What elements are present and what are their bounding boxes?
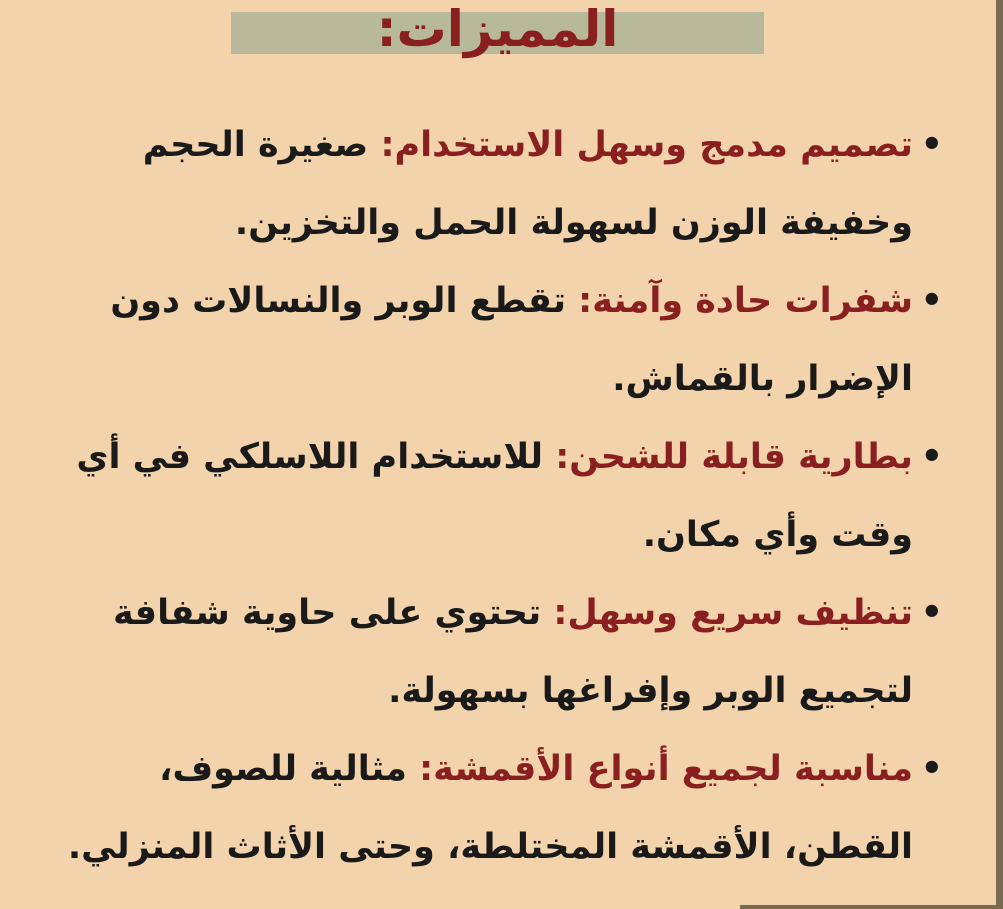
features-list: [43, 106, 943, 886]
feature-item: [43, 730, 943, 886]
feature-item: [43, 574, 943, 730]
feature-item: [43, 106, 943, 262]
bullet-icon: •: [920, 125, 943, 165]
bullet-icon: •: [920, 281, 943, 321]
feature-item: [43, 418, 943, 574]
feature-heading: مناسبة لجميع أنواع الأقمشة:: [419, 749, 913, 789]
feature-description: للاستخدام اللاسلكي في أي وقت وأي مكان.: [76, 437, 913, 555]
bullet-icon: •: [920, 437, 943, 477]
feature-heading: تنظيف سريع وسهل:: [553, 593, 913, 633]
bottom-border: [740, 905, 1003, 909]
bullet-icon: •: [920, 593, 943, 633]
feature-description: تحتوي على حاوية شفافة لتجميع الوبر وإفراغها بسهولة.: [112, 593, 913, 711]
feature-heading: شفرات حادة وآمنة:: [578, 281, 913, 321]
page-title: المميزات:: [376, 0, 619, 58]
feature-description: مثالية للصوف، القطن، الأقمشة المختلطة، وحتى الأثاث المنزلي.: [67, 749, 913, 867]
feature-heading: بطارية قابلة للشحن:: [555, 437, 913, 477]
feature-heading: تصميم مدمج وسهل الاستخدام:: [380, 125, 913, 165]
feature-description: صغيرة الحجم وخفيفة الوزن لسهولة الحمل والتخزين.: [142, 125, 913, 243]
right-border: [996, 0, 1003, 909]
feature-item: [43, 262, 943, 418]
bullet-icon: •: [920, 749, 943, 789]
feature-description: تقطع الوبر والنسالات دون الإضرار بالقماش.: [110, 281, 913, 399]
